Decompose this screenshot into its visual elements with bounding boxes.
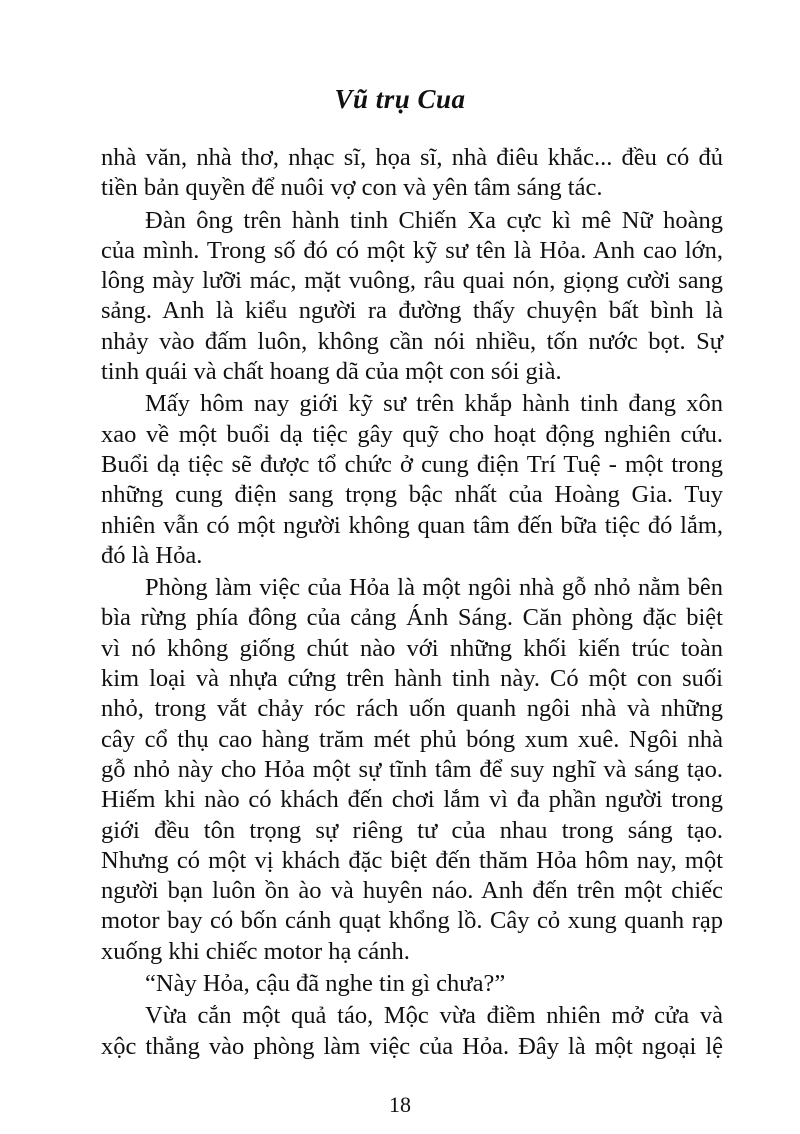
text-line: đó là Hỏa. (101, 541, 203, 569)
text-line: của mình. Trong số đó có một kỹ sư tên là Hỏa. Anh cao lớn, (101, 236, 723, 264)
text-line: nhiên vẫn có một người không quan tâm đến bữa tiệc đó lắm, (101, 511, 723, 539)
text-line: kim loại và nhựa cứng trên hành tinh này. Có một con suối (101, 665, 723, 693)
text-line: bìa rừng phía đông của cảng Ánh Sáng. Căn phòng đặc biệt (101, 604, 723, 632)
text-line: cây cổ thụ cao hàng trăm mét phủ bóng xum xuê. Ngôi nhà (101, 725, 723, 753)
paragraph (101, 969, 723, 999)
text-line: vì nó không giống chút nào với những khối kiến trúc toàn (101, 634, 723, 662)
text-line: những cung điện sang trọng bậc nhất của Hoàng Gia. Tuy (101, 481, 723, 509)
paragraph (101, 389, 723, 571)
text-line: “Này Hỏa, cậu đã nghe tin gì chưa?” (145, 970, 506, 998)
text-line: Đàn ông trên hành tinh Chiến Xa cực kì mê Nữ hoàng (145, 206, 723, 234)
text-line: Phòng làm việc của Hỏa là một ngôi nhà gỗ nhỏ nằm bên (145, 574, 723, 602)
text-line: nhà văn, nhà thơ, nhạc sĩ, họa sĩ, nhà điêu khắc... đều có đủ (101, 144, 723, 171)
text-line: xộc thẳng vào phòng làm việc của Hỏa. Đây là một ngoại lệ (101, 1032, 723, 1060)
paragraph (101, 573, 723, 967)
page-body-text (101, 143, 723, 1062)
text-line: người bạn luôn ồn ào và huyên náo. Anh đến trên một chiếc (101, 877, 723, 905)
text-line: Nhưng có một vị khách đặc biệt đến thăm Hỏa hôm nay, một (101, 846, 723, 874)
text-line: Mấy hôm nay giới kỹ sư trên khắp hành tinh đang xôn (145, 390, 723, 418)
text-line: Vừa cắn một quả táo, Mộc vừa điềm nhiên mở cửa và (145, 1002, 723, 1030)
page-number: 18 (389, 1092, 411, 1117)
paragraph (101, 1001, 723, 1062)
text-line: tinh quái và chất hoang dã của một con sói già. (101, 358, 562, 386)
text-line: xuống khi chiếc motor hạ cánh. (101, 937, 410, 965)
text-line: gỗ nhỏ này cho Hỏa một sự tĩnh tâm để suy nghĩ và sáng tạo. (101, 755, 723, 783)
text-line: motor bay có bốn cánh quạt khổng lồ. Cây cỏ xung quanh rạp (101, 907, 723, 935)
running-header: Vũ trụ Cua (334, 84, 466, 114)
text-line: xao về một buổi dạ tiệc gây quỹ cho hoạt động nghiên cứu. (101, 420, 723, 448)
text-line: nhỏ, trong vắt chảy róc rách uốn quanh ngôi nhà và những (101, 695, 723, 723)
text-line: nhảy vào đấm luôn, không cần nói nhiều, tốn nước bọt. Sự (101, 327, 723, 355)
text-line: Buổi dạ tiệc sẽ được tổ chức ở cung điện Trí Tuệ - một trong (101, 450, 723, 478)
paragraph (101, 143, 723, 204)
text-line: lông mày lưỡi mác, mặt vuông, râu quai nón, giọng cười sang (101, 267, 723, 295)
text-line: Hiếm khi nào có khách đến chơi lắm vì đa phần người trong (101, 786, 723, 814)
paragraph (101, 206, 723, 388)
text-line: sảng. Anh là kiểu người ra đường thấy chuyện bất bình là (101, 297, 723, 325)
text-line: tiền bản quyền để nuôi vợ con và yên tâm sáng tác. (101, 174, 603, 202)
text-line: giới đều tôn trọng sự riêng tư của nhau trong sáng tạo. (101, 816, 723, 844)
